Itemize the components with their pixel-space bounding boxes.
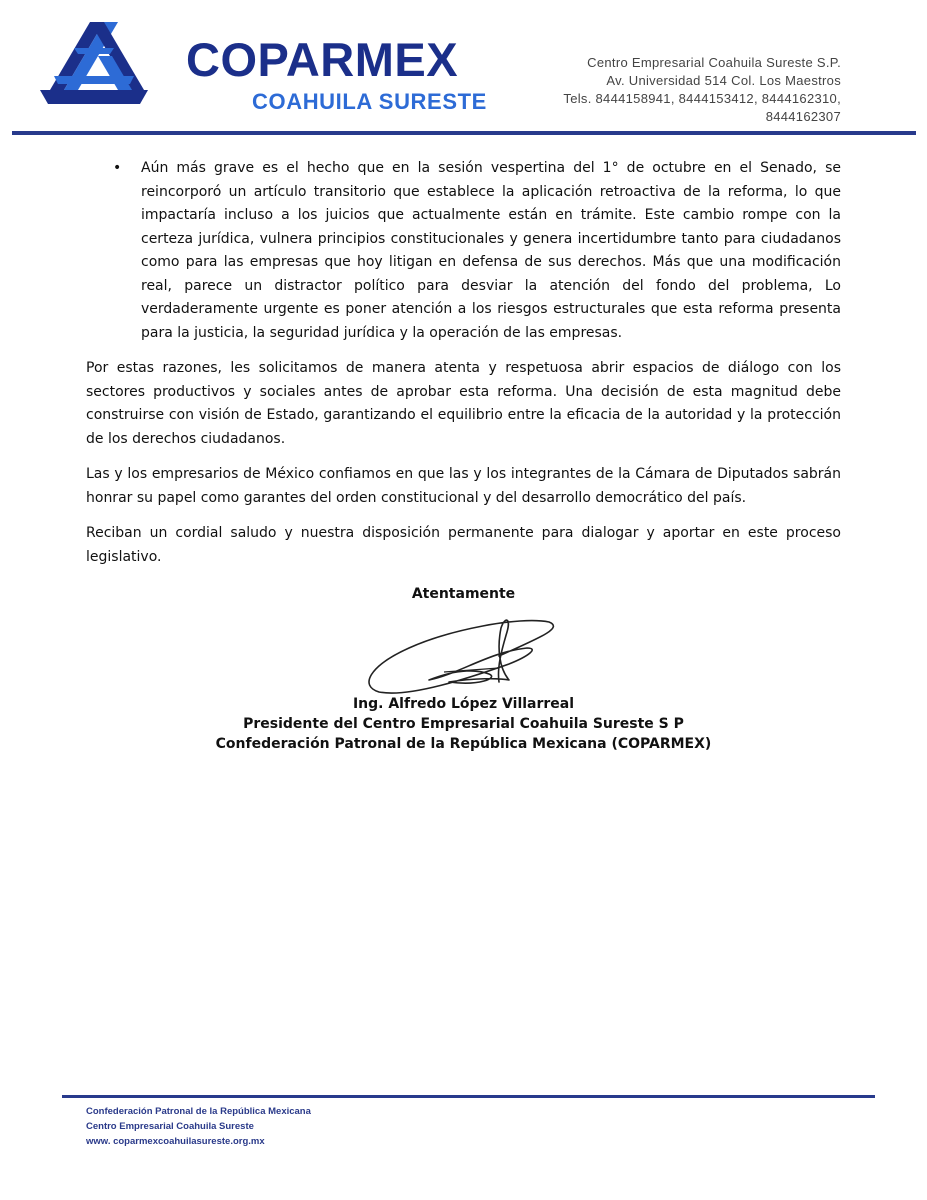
footer [86,1104,311,1149]
footer-divider [62,1095,875,1098]
paragraph: Por estas razones, les solicitamos de manera atenta y respetuosa abrir espacios de diálogo con los sectores productivos y sociales antes de aprobar esta reforma. Una decisión de esta magnitud debe construirse con visión de Estado, garantizando el equilibrio entre la eficacia de la autoridad y la protección de los derechos ciudadanos. [86,360,841,447]
closing-text: Atentamente [411,586,516,602]
contact-line: Tels. 8444158941, 8444153412, 8444162310, [563,91,841,106]
bullet-text: Aún más grave es el hecho que en la sesión vespertina del 1° de octubre en el Senado, se reincorporó un artículo transitorio que establece la aplicación retroactiva de la reforma, lo que impactaría incluso a los juicios que actualmente están en trámite. Este cambio rompe con la certeza jurídica, vulnera principios constitucionales y genera incertidumbre tanto para ciudadanos como para las empresas que hoy litigan en defensa de sus derechos. Más que una modificación real, parece un distractor político para desviar la atención del fondo del problema, Lo verdaderamente urgente es poner atención a los riesgos estructurales que esta reforma presenta para la justicia, la seguridad jurídica y la operación de las empresas. [141,160,841,341]
contact-line: Centro Empresarial Coahuila Sureste S.P. [587,55,841,70]
signatory-name: Ing. Alfredo López Villarreal [352,696,575,712]
paragraph: Las y los empresarios de México confiamos en que las y los integrantes de la Cámara de Diputados sabrán honrar su papel como garantes del orden constitucional y del desarrollo democrático del país. [86,466,841,506]
coparmex-logo-icon [40,14,148,110]
signature-block [86,584,841,754]
header-divider [12,131,916,135]
paragraph: Reciban un cordial saludo y nuestra disposición permanente para dialogar y aportar en este proceso legislativo. [86,525,841,565]
signatory-organization: Confederación Patronal de la República Mexicana (COPARMEX) [215,736,712,752]
brand-name: COPARMEX [186,33,459,86]
footer-line: www. coparmexcoahuilasureste.org.mx [86,1136,265,1147]
contact-line: 8444162307 [765,109,841,124]
bullet-icon: • [113,160,122,176]
footer-line: Centro Empresarial Coahuila Sureste [86,1121,254,1132]
contact-info [563,54,841,126]
contact-line: Av. Universidad 514 Col. Los Maestros [606,73,841,88]
handwritten-signature-icon [349,608,579,700]
signatory-title: Presidente del Centro Empresarial Coahuila Sureste S P [243,716,684,732]
bullet-item [86,157,841,345]
footer-line: Confederación Patronal de la República Mexicana [86,1106,311,1117]
brand-subtitle: COAHUILA SURESTE [252,89,487,114]
letter-body [86,157,841,581]
letterhead [0,0,927,140]
